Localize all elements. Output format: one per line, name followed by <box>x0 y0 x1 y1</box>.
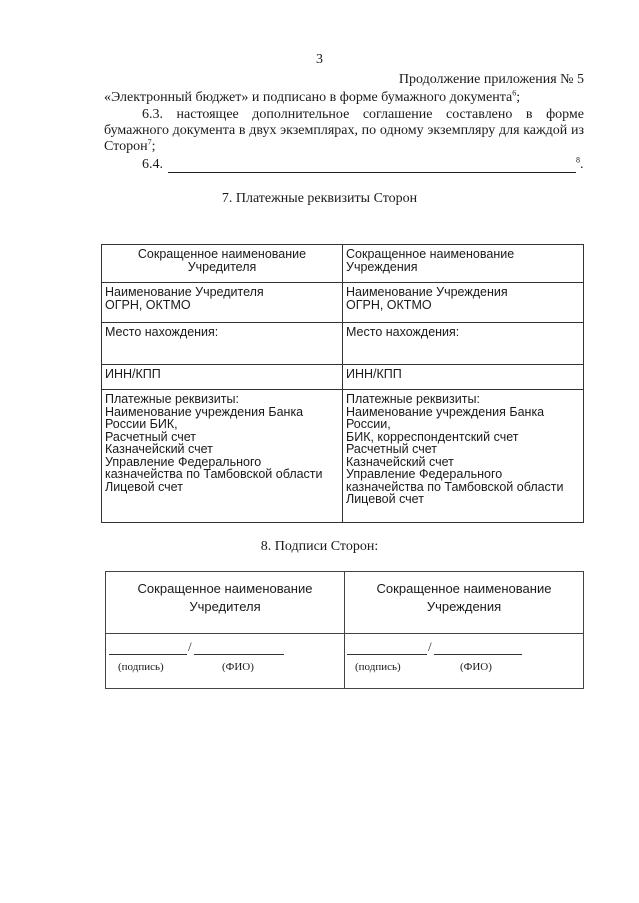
paragraph-6-3-text: 6.3. настоящее дополнительное соглашение составлено в форме бумажного документа в двух экземплярах, по одному экземпляру для каждой из Сторон <box>104 107 584 154</box>
founder-signature-cell <box>106 634 345 689</box>
signatures-table <box>105 571 584 689</box>
table-row <box>106 634 584 689</box>
founder-signature-line <box>109 654 187 655</box>
institution-address-cell: Место нахождения: <box>343 323 584 365</box>
paragraph-6-3-end: ; <box>151 139 156 154</box>
appendix-continuation: Продолжение приложения № 5 <box>398 72 584 87</box>
table-row <box>102 390 584 523</box>
page-number: 3 <box>316 52 323 67</box>
payment-details-table <box>101 244 584 523</box>
institution-name-line <box>434 654 522 655</box>
institution-inn-kpp-cell: ИНН/КПП <box>343 365 584 390</box>
table-row <box>102 245 584 283</box>
founder-inn-kpp-cell: ИНН/КПП <box>102 365 343 390</box>
footnote-6-marker: 6 <box>512 88 517 98</box>
table-row <box>106 572 584 634</box>
founder-address-cell: Место нахождения: <box>102 323 343 365</box>
table-row <box>102 323 584 365</box>
paragraph-6-4-label: 6.4. <box>142 157 163 172</box>
institution-signature-cell <box>345 634 584 689</box>
table-row <box>102 365 584 390</box>
section-7-title: 7. Платежные реквизиты Сторон <box>221 191 418 206</box>
institution-name-cell: Наименование Учреждения ОГРН, ОКТМО <box>343 283 584 323</box>
institution-slash: / <box>428 639 432 654</box>
founder-name-caption: (ФИО) <box>222 661 254 673</box>
founder-short-name-cell: Сокращенное наименование Учредителя <box>102 245 343 283</box>
paragraph-line-1 <box>104 90 520 106</box>
paragraph-6-3 <box>104 107 584 155</box>
institution-signature-caption: (подпись) <box>355 661 401 673</box>
founder-signature-caption: (подпись) <box>118 661 164 673</box>
institution-name-caption: (ФИО) <box>460 661 492 673</box>
institution-payment-details-cell: Платежные реквизиты: Наименование учреждения Банка России, БИК, корреспондентский счет Расчетный счет Казначейский счет Управление Федерального казначейства по Тамбовской области Лицевой счет <box>343 390 584 523</box>
paragraph-6-4-footnote <box>576 157 584 173</box>
founder-signature-header: Сокращенное наименование Учредителя <box>106 572 345 634</box>
footnote-7-marker: 7 <box>147 137 152 147</box>
institution-signature-header: Сокращенное наименование Учреждения <box>345 572 584 634</box>
table-row <box>102 283 584 323</box>
paragraph-line-1-end: ; <box>516 90 521 105</box>
institution-signature-line <box>347 654 427 655</box>
paragraph-line-1-text: «Электронный бюджет» и подписано в форме бумажного документа <box>104 90 513 105</box>
founder-name-line <box>194 654 284 655</box>
institution-short-name-cell: Сокращенное наименование Учреждения <box>343 245 584 283</box>
founder-payment-details-cell: Платежные реквизиты: Наименование учреждения Банка России БИК, Расчетный счет Казначейский счет Управление Федерального казначейства по Тамбовской области Лицевой счет <box>102 390 343 523</box>
footnote-8-marker: 8 <box>576 155 580 165</box>
paragraph-6-4-blank-line <box>168 172 576 173</box>
section-8-title: 8. Подписи Сторон: <box>260 539 379 554</box>
founder-slash: / <box>188 639 192 654</box>
founder-name-cell: Наименование Учредителя ОГРН, ОКТМО <box>102 283 343 323</box>
paragraph-6-4-end: . <box>580 157 584 172</box>
